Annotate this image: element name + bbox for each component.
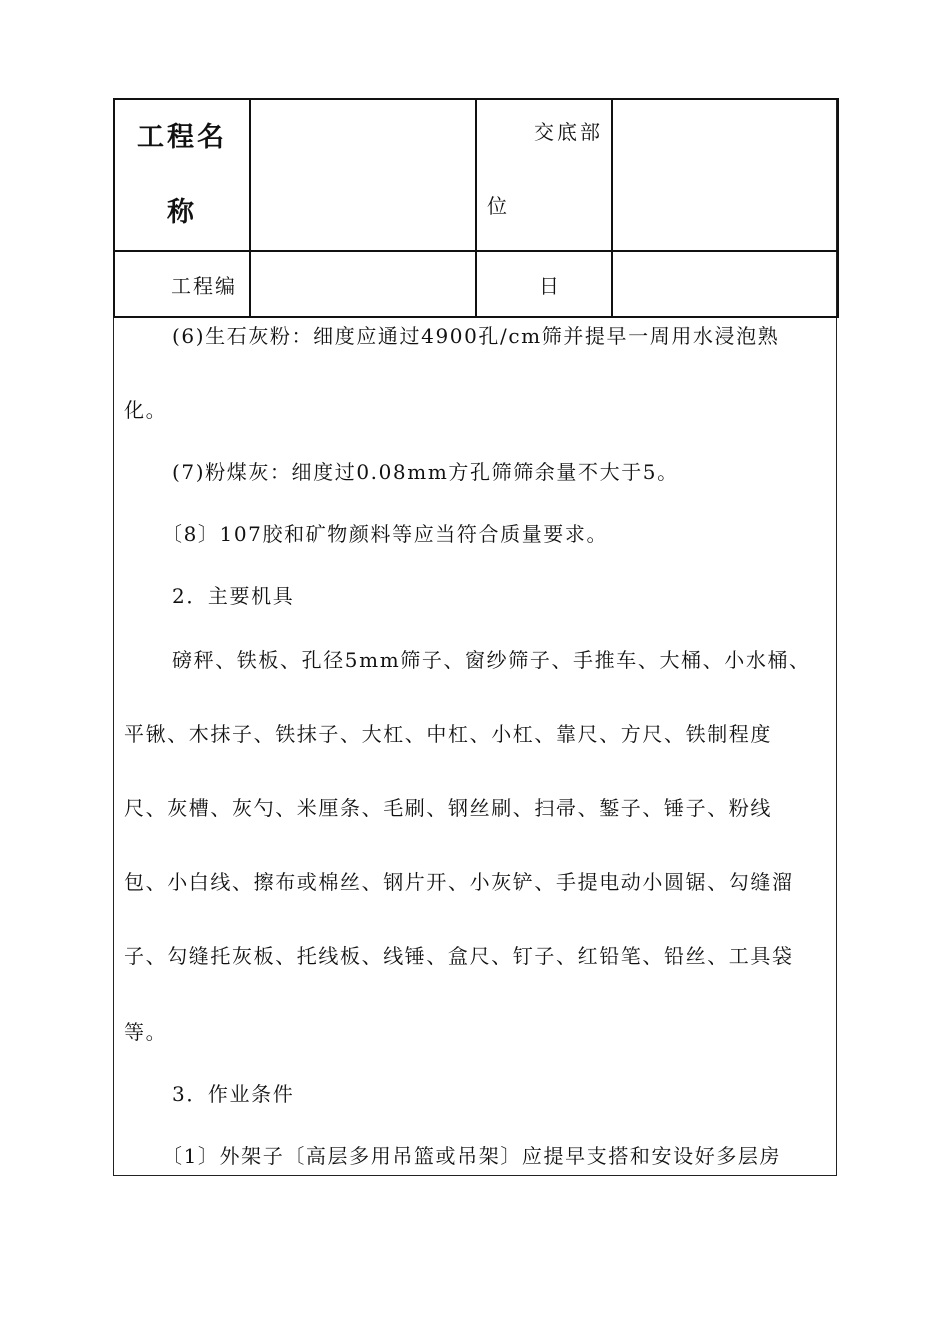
project-no-label-cell [114, 251, 250, 317]
date-value-cell [612, 251, 838, 317]
paragraph-line: 化。 [124, 398, 168, 422]
project-name-label-line2: 称 [167, 197, 197, 228]
project-name-label-line1: 工程名 [137, 122, 227, 153]
handover-part-label-cell [476, 99, 612, 251]
header-table [113, 98, 839, 318]
section-heading: 2．主要机具 [172, 584, 295, 608]
date-label: 日 [539, 274, 561, 298]
handover-part-label-line1: 交底部 [534, 120, 603, 144]
handover-part-label-line2: 位 [487, 194, 510, 218]
date-label-cell [476, 251, 612, 317]
project-name-value-cell [250, 99, 476, 251]
paragraph-line: (6)生石灰粉：细度应通过4900孔/cm筛并提早一周用水浸泡熟 [172, 324, 780, 348]
project-no-label: 工程编 [171, 274, 237, 298]
paragraph-line: 〔1〕外架子〔高层多用吊篮或吊架〕应提早支搭和安设好多层房 [162, 1144, 782, 1168]
section-heading: 3．作业条件 [172, 1082, 295, 1106]
paragraph-line: 子、勾缝托灰板、托线板、线锤、盒尺、钉子、红铅笔、铅丝、工具袋 [124, 944, 794, 968]
paragraph-line: 等。 [124, 1020, 168, 1044]
project-no-value-cell [250, 251, 476, 317]
paragraph-line: 磅秤、铁板、孔径5mm筛子、窗纱筛子、手推车、大桶、小水桶、 [172, 648, 811, 672]
paragraph-line: 平锹、木抹子、铁抹子、大杠、中杠、小杠、靠尺、方尺、铁制程度 [124, 722, 772, 746]
handover-part-value-cell [612, 99, 838, 251]
paragraph-line: 包、小白线、擦布或棉丝、钢片开、小灰铲、手提电动小圆锯、勾缝溜 [124, 870, 794, 894]
paragraph-line: 〔8〕107胶和矿物颜料等应当符合质量要求。 [162, 522, 609, 546]
project-name-label-cell [114, 99, 250, 251]
paragraph-line: 尺、灰槽、灰勺、米厘条、毛刷、钢丝刷、扫帚、錾子、锤子、粉线 [124, 796, 772, 820]
paragraph-line: (7)粉煤灰：细度过0.08mm方孔筛筛余量不大于5。 [172, 460, 679, 484]
